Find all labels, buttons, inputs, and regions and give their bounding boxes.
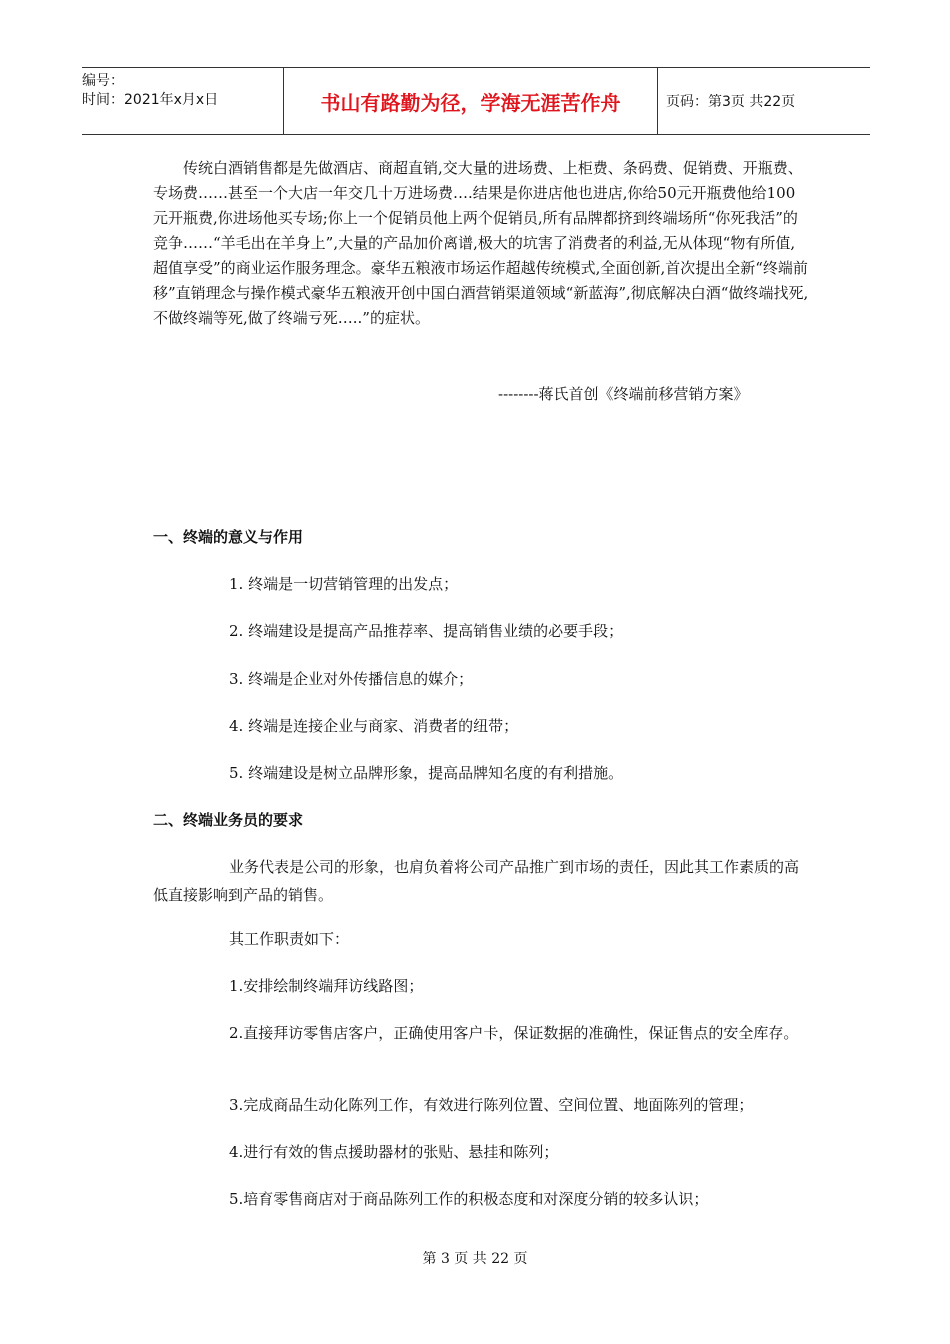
duty-item: 5.培育零售商店对于商品陈列工作的积极态度和对深度分销的较多认识； — [229, 1190, 709, 1208]
header-info-cell — [82, 68, 284, 134]
page-footer: 第 3 页 共 22 页 — [422, 1251, 528, 1267]
section1-title: 一、终端的意义与作用 — [153, 528, 304, 546]
duty-item: 2.直接拜访零售店客户，正确使用客户卡，保证数据的准确性，保证售点的安全库存。 — [229, 1024, 799, 1042]
duty-item: 1.安排绘制终端拜访线路图； — [229, 977, 424, 995]
section1-item: 5. 终端建设是树立品牌形象，提高品牌知名度的有利措施。 — [229, 764, 624, 782]
section1-item: 2. 终端建设是提高产品推荐率、提高销售业绩的必要手段； — [229, 622, 624, 640]
section2-duties-intro: 其工作职责如下： — [229, 930, 350, 948]
section1-item: 4. 终端是连接企业与商家、消费者的纽带； — [229, 717, 519, 735]
section2-title: 二、终端业务员的要求 — [153, 811, 304, 829]
duty-item: 3.完成商品生动化陈列工作，有效进行陈列位置、空间位置、地面陈列的管理； — [229, 1096, 754, 1114]
intro-signature: --------蒋氏首创《终端前移营销方案》 — [498, 385, 749, 403]
header-page-cell — [658, 68, 870, 134]
page-header — [82, 67, 870, 135]
section2-paragraph: 业务代表是公司的形象，也肩负着将公司产品推广到市场的责任，因此其工作素质的高低直接影响到产品的销售。 — [153, 858, 800, 904]
header-motto-cell — [284, 68, 658, 134]
section1-item: 1. 终端是一切营销管理的出发点； — [229, 575, 459, 593]
document-date-label: 时间：2021年x月x日 — [82, 92, 219, 108]
document-number-label: 编号： — [82, 73, 124, 89]
intro-paragraph: 传统白酒销售都是先做酒店、商超直销,交大量的进场费、上柜费、条码费、促销费、开瓶费、专场费……甚至一个大店一年交几十万进场费….结果是你进店他也进店,你给50元开瓶费他给100元开瓶费,你进场他买专场;你上一个促销员他上两个促销员,所有品牌都挤到终端场所“你死我活”的竞争……“羊毛出在羊身上”,大量的产品加价离谱,极大的坑害了消费者的利益,无从体现“物有所值,超值享受”的商业运作服务理念。豪华五粮液市场运作超越传统模式,全面创新,首次提出全新“终端前移”直销理念与操作模式豪华五粮液开创中国白酒营销渠道领域“新蓝海”,彻底解决白酒“做终端找死,不做终端等死,做了终端亏死…..”的症状。 — [153, 159, 809, 327]
duty-item: 4.进行有效的售点援助器材的张贴、悬挂和陈列； — [229, 1143, 559, 1161]
section1-item: 3. 终端是企业对外传播信息的媒介； — [229, 670, 474, 688]
header-page-label: 页码：第3页 共22页 — [666, 94, 796, 110]
header-motto: 书山有路勤为径，学海无涯苦作舟 — [320, 90, 621, 115]
